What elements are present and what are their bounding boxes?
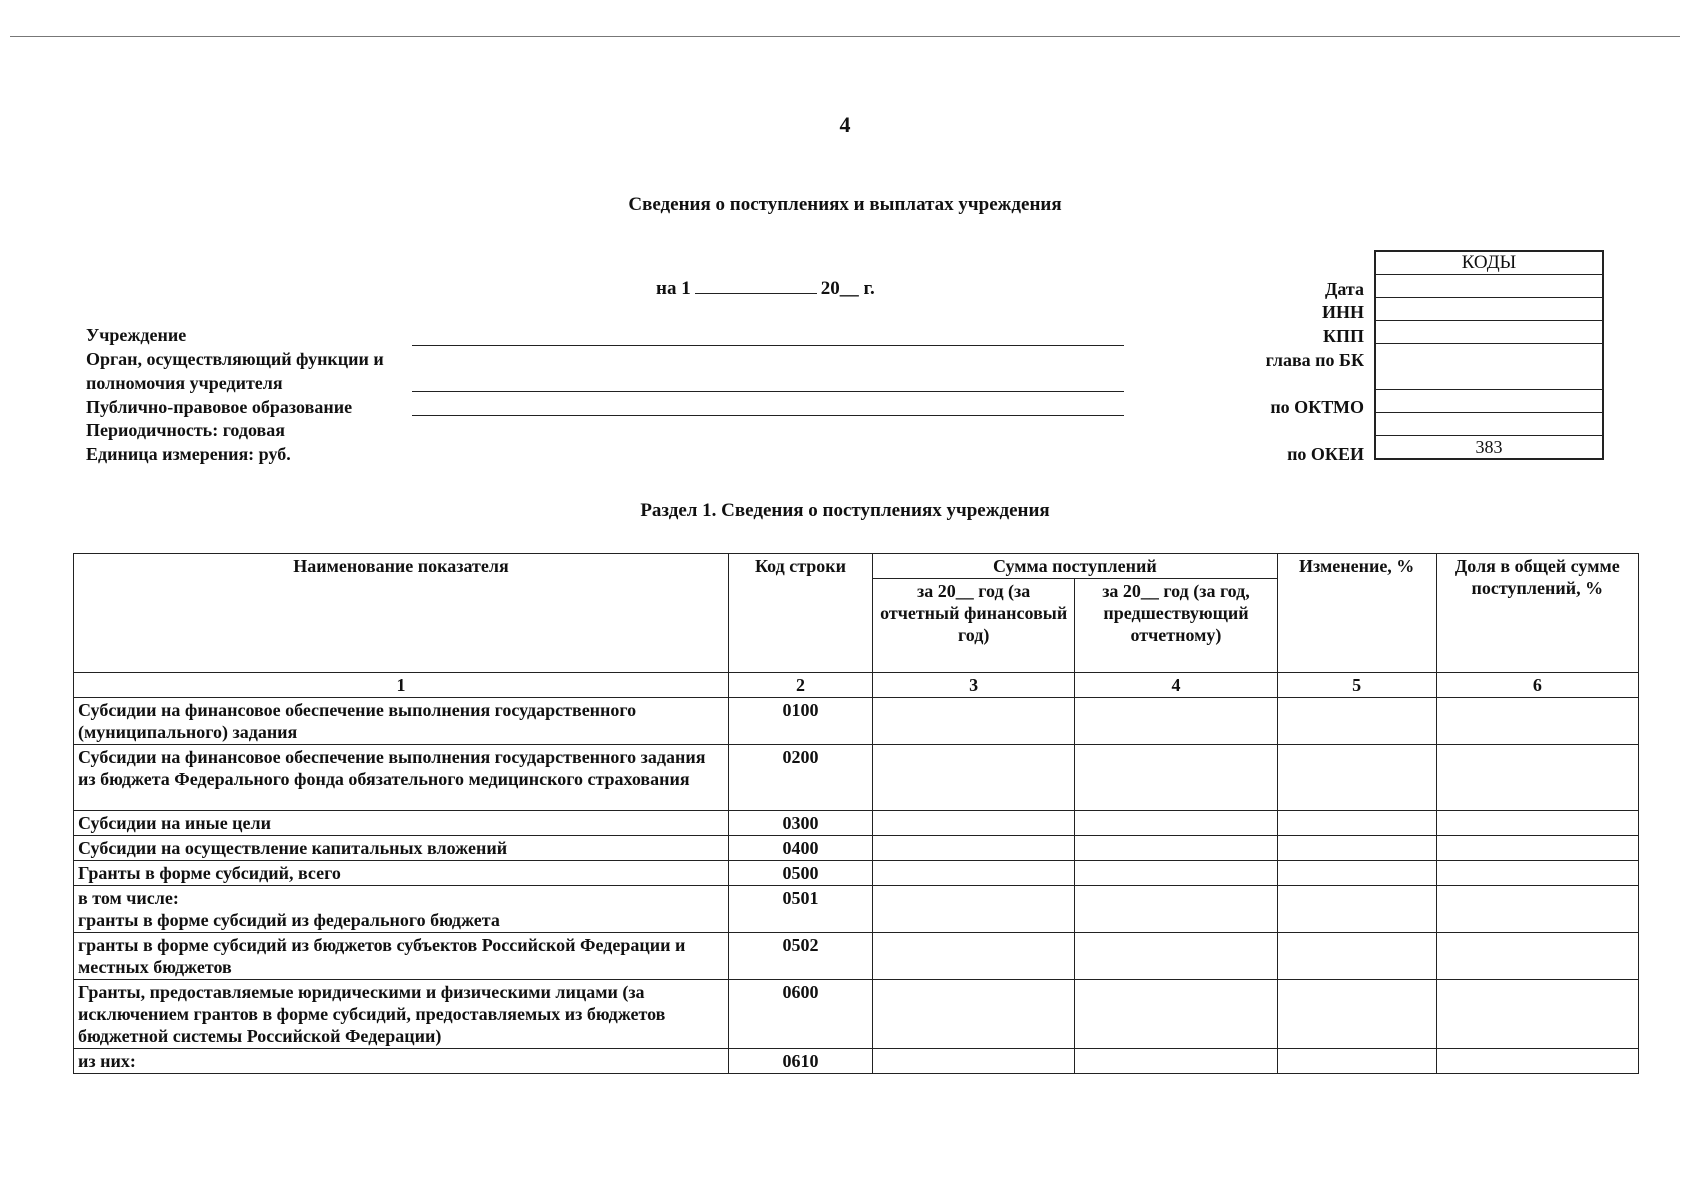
row-code: 0200 <box>729 745 873 811</box>
sum-previous-cell[interactable] <box>1075 933 1277 980</box>
table-row <box>74 861 1639 886</box>
row-code: 0600 <box>729 980 873 1049</box>
sum-previous-cell[interactable] <box>1075 745 1277 811</box>
codes-label-date: Дата <box>1325 279 1364 299</box>
date-blank[interactable] <box>695 277 817 294</box>
sum-previous-cell[interactable] <box>1075 886 1277 933</box>
share-cell[interactable] <box>1436 698 1638 745</box>
institution-field[interactable] <box>412 345 1124 346</box>
section-title: Раздел 1. Сведения о поступлениях учреждения <box>640 500 1050 521</box>
sum-reporting-cell[interactable] <box>873 698 1075 745</box>
col-number-6: 6 <box>1436 673 1638 698</box>
header-change: Изменение, % <box>1277 554 1436 673</box>
share-cell[interactable] <box>1436 811 1638 836</box>
row-name: Субсидии на осуществление капитальных вложений <box>74 836 729 861</box>
table-row <box>74 836 1639 861</box>
change-cell[interactable] <box>1277 861 1436 886</box>
col-number-5: 5 <box>1277 673 1436 698</box>
table-row <box>74 745 1639 811</box>
change-cell[interactable] <box>1277 698 1436 745</box>
sum-reporting-cell[interactable] <box>873 811 1075 836</box>
codes-label-inn: ИНН <box>1321 302 1364 322</box>
change-cell[interactable] <box>1277 1049 1436 1074</box>
date-prefix: на 1 <box>656 278 691 299</box>
share-cell[interactable] <box>1436 886 1638 933</box>
col-number-3: 3 <box>873 673 1075 698</box>
sum-reporting-cell[interactable] <box>873 1049 1075 1074</box>
institution-label: Учреждение <box>86 325 187 345</box>
codes-label-kpp: КПП <box>1322 326 1364 346</box>
row-name: Гранты в форме субсидий, всего <box>74 861 729 886</box>
col-number-4: 4 <box>1075 673 1277 698</box>
share-cell[interactable] <box>1436 745 1638 811</box>
row-name: в том числе: гранты в форме субсидий из федерального бюджета <box>74 886 729 933</box>
date-year: 20__ г. <box>820 278 875 299</box>
code-okei-cell: 383 <box>1376 435 1602 458</box>
public-entity-field[interactable] <box>412 415 1124 416</box>
row-code: 0610 <box>729 1049 873 1074</box>
table-body <box>74 698 1639 1074</box>
row-name: Субсидии на финансовое обеспечение выполнения государственного задания из бюджета Федерального фонда обязательного медицинского страхования <box>74 745 729 811</box>
header-sum: Сумма поступлений <box>873 554 1278 579</box>
founder-label-2: полномочия учредителя <box>86 373 283 393</box>
codes-box <box>1374 250 1604 460</box>
report-date-line <box>656 277 875 300</box>
top-rule <box>10 36 1680 37</box>
codes-header: КОДЫ <box>1461 252 1517 273</box>
col-number-1: 1 <box>74 673 729 698</box>
sum-previous-cell[interactable] <box>1075 698 1277 745</box>
header-code: Код строки <box>729 554 873 673</box>
change-cell[interactable] <box>1277 933 1436 980</box>
row-name: гранты в форме субсидий из бюджетов субъектов Российской Федерации и местных бюджетов <box>74 933 729 980</box>
row-code: 0300 <box>729 811 873 836</box>
codes-label-okei: по ОКЕИ <box>1287 444 1364 464</box>
sum-reporting-cell[interactable] <box>873 861 1075 886</box>
share-cell[interactable] <box>1436 861 1638 886</box>
code-oktmo-extra-cell[interactable] <box>1376 412 1602 435</box>
sum-previous-cell[interactable] <box>1075 836 1277 861</box>
row-code: 0501 <box>729 886 873 933</box>
col-number-2: 2 <box>729 673 873 698</box>
row-code: 0400 <box>729 836 873 861</box>
row-name: Гранты, предоставляемые юридическими и физическими лицами (за исключением грантов в форме субсидий, предоставляемых из бюджетов бюджетной системы Российской Федерации) <box>74 980 729 1049</box>
receipts-table <box>73 553 1639 1074</box>
code-kpp-cell[interactable] <box>1376 320 1602 343</box>
sum-reporting-cell[interactable] <box>873 886 1075 933</box>
code-date-cell[interactable] <box>1376 274 1602 297</box>
change-cell[interactable] <box>1277 811 1436 836</box>
code-inn-cell[interactable] <box>1376 297 1602 320</box>
row-name: из них: <box>74 1049 729 1074</box>
periodicity-label: Периодичность: годовая <box>86 420 286 440</box>
table-row <box>74 933 1639 980</box>
code-bk-cell[interactable] <box>1376 343 1602 389</box>
page-number: 4 <box>839 112 851 137</box>
document-title: Сведения о поступлениях и выплатах учреждения <box>628 194 1062 215</box>
header-share: Доля в общей сумме поступлений, % <box>1436 554 1638 673</box>
code-oktmo-cell[interactable] <box>1376 389 1602 412</box>
codes-label-bk: глава по БК <box>1265 350 1364 370</box>
header-sum-previous: за 20__ год (за год, предшествующий отчетному) <box>1075 579 1277 673</box>
change-cell[interactable] <box>1277 886 1436 933</box>
row-code: 0500 <box>729 861 873 886</box>
share-cell[interactable] <box>1436 980 1638 1049</box>
sum-previous-cell[interactable] <box>1075 861 1277 886</box>
row-name: Субсидии на финансовое обеспечение выполнения государственного (муниципального) задания <box>74 698 729 745</box>
sum-previous-cell[interactable] <box>1075 980 1277 1049</box>
sum-reporting-cell[interactable] <box>873 745 1075 811</box>
header-name: Наименование показателя <box>74 554 729 673</box>
sum-previous-cell[interactable] <box>1075 1049 1277 1074</box>
header-sum-reporting: за 20__ год (за отчетный финансовый год) <box>873 579 1075 673</box>
table-row <box>74 698 1639 745</box>
row-name: Субсидии на иные цели <box>74 811 729 836</box>
sum-previous-cell[interactable] <box>1075 811 1277 836</box>
table-row <box>74 980 1639 1049</box>
table-row <box>74 886 1639 933</box>
row-code: 0502 <box>729 933 873 980</box>
public-entity-label: Публично-правовое образование <box>86 397 353 417</box>
change-cell[interactable] <box>1277 836 1436 861</box>
table-row <box>74 811 1639 836</box>
share-cell[interactable] <box>1436 933 1638 980</box>
change-cell[interactable] <box>1277 980 1436 1049</box>
codes-label-oktmo: по ОКТМО <box>1270 397 1364 417</box>
founder-field[interactable] <box>412 391 1124 392</box>
row-code: 0100 <box>729 698 873 745</box>
sum-reporting-cell[interactable] <box>873 836 1075 861</box>
unit-label: Единица измерения: руб. <box>86 444 291 464</box>
founder-label-1: Орган, осуществляющий функции и <box>86 349 384 369</box>
sum-reporting-cell[interactable] <box>873 980 1075 1049</box>
change-cell[interactable] <box>1277 745 1436 811</box>
share-cell[interactable] <box>1436 1049 1638 1074</box>
sum-reporting-cell[interactable] <box>873 933 1075 980</box>
table-row <box>74 1049 1639 1074</box>
share-cell[interactable] <box>1436 836 1638 861</box>
